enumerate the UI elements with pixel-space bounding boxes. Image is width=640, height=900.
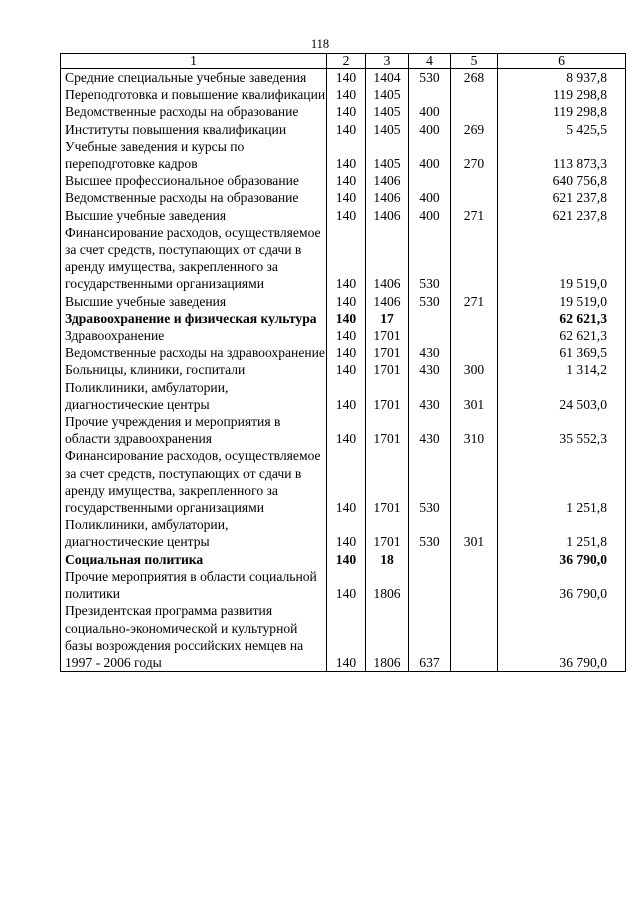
- row-code-col2: 140: [327, 447, 366, 516]
- row-code-col2: 140: [327, 379, 366, 413]
- row-amount: 36 790,0: [498, 568, 626, 602]
- row-code-col2: 140: [327, 602, 366, 671]
- column-header-6: 6: [498, 54, 626, 69]
- row-amount: 36 790,0: [498, 551, 626, 568]
- row-code-col3: 1701: [366, 361, 409, 378]
- row-amount: 19 519,0: [498, 224, 626, 293]
- table-row: [61, 361, 626, 378]
- table-row: [61, 516, 626, 550]
- row-code-col4: [409, 172, 451, 189]
- page-number: 118: [310, 37, 330, 51]
- row-amount: 62 621,3: [498, 327, 626, 344]
- row-code-col3: 1406: [366, 293, 409, 310]
- row-code-col2: 140: [327, 224, 366, 293]
- row-name: Социальная политика: [61, 551, 327, 568]
- row-name: Больницы, клиники, госпитали: [61, 361, 327, 378]
- column-header-3: 3: [366, 54, 409, 69]
- table-row: [61, 121, 626, 138]
- row-code-col4: 530: [409, 69, 451, 87]
- row-code-col3: 1406: [366, 207, 409, 224]
- table-row: [61, 344, 626, 361]
- row-code-col3: 1406: [366, 224, 409, 293]
- row-amount: 61 369,5: [498, 344, 626, 361]
- row-code-col2: 140: [327, 327, 366, 344]
- row-amount: 1 251,8: [498, 516, 626, 550]
- row-code-col2: 140: [327, 189, 366, 206]
- row-code-col3: 1405: [366, 138, 409, 172]
- row-amount: 8 937,8: [498, 69, 626, 87]
- row-amount: 19 519,0: [498, 293, 626, 310]
- table-row: [61, 379, 626, 413]
- row-code-col3: 1405: [366, 103, 409, 120]
- row-code-col2: 140: [327, 361, 366, 378]
- row-amount: 1 314,2: [498, 361, 626, 378]
- row-code-col4: 430: [409, 413, 451, 447]
- table-row: [61, 568, 626, 602]
- row-code-col5: [451, 447, 498, 516]
- row-code-col5: [451, 602, 498, 671]
- table-row: [61, 86, 626, 103]
- column-header-4: 4: [409, 54, 451, 69]
- row-name: Поликлиники, амбулатории, диагностические центры: [61, 516, 327, 550]
- row-code-col3: 17: [366, 310, 409, 327]
- row-code-col4: 400: [409, 138, 451, 172]
- row-code-col5: [451, 224, 498, 293]
- row-name: Президентская программа развития социально-экономической и культурной базы возрождения российских немцев на 1997 - 2006 годы: [61, 602, 327, 671]
- row-code-col5: 300: [451, 361, 498, 378]
- table-row: [61, 447, 626, 516]
- row-code-col4: [409, 310, 451, 327]
- row-amount: 119 298,8: [498, 103, 626, 120]
- row-code-col5: [451, 551, 498, 568]
- row-code-col3: 1701: [366, 344, 409, 361]
- column-header-1: 1: [61, 54, 327, 69]
- row-code-col4: [409, 327, 451, 344]
- row-code-col2: 140: [327, 310, 366, 327]
- row-code-col2: 140: [327, 172, 366, 189]
- row-code-col2: 140: [327, 207, 366, 224]
- row-code-col5: 271: [451, 207, 498, 224]
- row-name: Высшее профессиональное образование: [61, 172, 327, 189]
- table-row: [61, 413, 626, 447]
- row-code-col5: [451, 86, 498, 103]
- row-code-col5: [451, 103, 498, 120]
- table-row: [61, 138, 626, 172]
- row-code-col5: 310: [451, 413, 498, 447]
- row-code-col4: 430: [409, 361, 451, 378]
- table-row: [61, 207, 626, 224]
- table-row: [61, 602, 626, 671]
- row-code-col5: 301: [451, 379, 498, 413]
- row-code-col2: 140: [327, 551, 366, 568]
- row-code-col4: 430: [409, 344, 451, 361]
- row-name: Здравоохранение: [61, 327, 327, 344]
- row-code-col3: 1701: [366, 413, 409, 447]
- row-code-col2: 140: [327, 69, 366, 87]
- row-code-col3: 1701: [366, 516, 409, 550]
- row-code-col3: 1405: [366, 86, 409, 103]
- row-code-col2: 140: [327, 516, 366, 550]
- row-code-col2: 140: [327, 344, 366, 361]
- row-code-col4: 530: [409, 516, 451, 550]
- row-code-col5: [451, 568, 498, 602]
- row-amount: 621 237,8: [498, 189, 626, 206]
- row-code-col2: 140: [327, 121, 366, 138]
- row-code-col4: 400: [409, 189, 451, 206]
- column-header-5: 5: [451, 54, 498, 69]
- row-code-col4: 400: [409, 121, 451, 138]
- row-name: Поликлиники, амбулатории, диагностические центры: [61, 379, 327, 413]
- row-name: Высшие учебные заведения: [61, 293, 327, 310]
- row-code-col2: 140: [327, 103, 366, 120]
- row-code-col5: [451, 327, 498, 344]
- row-code-col5: 268: [451, 69, 498, 87]
- table-row: [61, 551, 626, 568]
- table-header-row: [61, 54, 626, 69]
- row-code-col3: 1406: [366, 189, 409, 206]
- row-code-col4: [409, 551, 451, 568]
- row-code-col3: 1806: [366, 568, 409, 602]
- row-amount: 36 790,0: [498, 602, 626, 671]
- table-row: [61, 327, 626, 344]
- row-code-col5: 269: [451, 121, 498, 138]
- row-code-col3: 1701: [366, 327, 409, 344]
- row-name: Прочие мероприятия в области социальной политики: [61, 568, 327, 602]
- row-code-col5: [451, 189, 498, 206]
- row-amount: 113 873,3: [498, 138, 626, 172]
- row-amount: 62 621,3: [498, 310, 626, 327]
- table-body: [61, 69, 626, 672]
- row-name: Учебные заведения и курсы по переподготовке кадров: [61, 138, 327, 172]
- row-code-col3: 1701: [366, 447, 409, 516]
- table-row: [61, 293, 626, 310]
- row-name: Ведомственные расходы на образование: [61, 189, 327, 206]
- row-code-col3: 1406: [366, 172, 409, 189]
- table-row: [61, 172, 626, 189]
- row-amount: 621 237,8: [498, 207, 626, 224]
- row-code-col3: 1806: [366, 602, 409, 671]
- row-code-col5: 271: [451, 293, 498, 310]
- column-header-2: 2: [327, 54, 366, 69]
- row-code-col2: 140: [327, 138, 366, 172]
- row-code-col4: 530: [409, 447, 451, 516]
- row-code-col4: [409, 568, 451, 602]
- row-amount: 119 298,8: [498, 86, 626, 103]
- row-amount: 640 756,8: [498, 172, 626, 189]
- row-code-col5: [451, 344, 498, 361]
- row-code-col5: [451, 172, 498, 189]
- row-amount: 5 425,5: [498, 121, 626, 138]
- row-code-col4: 637: [409, 602, 451, 671]
- row-code-col4: [409, 86, 451, 103]
- row-name: Прочие учреждения и мероприятия в области здравоохранения: [61, 413, 327, 447]
- row-name: Институты повышения квалификации: [61, 121, 327, 138]
- row-code-col2: 140: [327, 86, 366, 103]
- row-code-col2: 140: [327, 293, 366, 310]
- row-code-col3: 1405: [366, 121, 409, 138]
- row-name: Финансирование расходов, осуществляемое за счет средств, поступающих от сдачи в аренду имущества, закрепленного за государственными организациями: [61, 447, 327, 516]
- row-code-col4: 530: [409, 224, 451, 293]
- row-name: Здравоохранение и физическая культура: [61, 310, 327, 327]
- row-code-col4: 530: [409, 293, 451, 310]
- table-row: [61, 103, 626, 120]
- table-row: [61, 224, 626, 293]
- table-row: [61, 189, 626, 206]
- row-code-col3: 1701: [366, 379, 409, 413]
- row-code-col3: 1404: [366, 69, 409, 87]
- row-name: Ведомственные расходы на образование: [61, 103, 327, 120]
- row-code-col2: 140: [327, 413, 366, 447]
- row-name: Средние специальные учебные заведения: [61, 69, 327, 87]
- table-row: [61, 310, 626, 327]
- row-name: Ведомственные расходы на здравоохранение: [61, 344, 327, 361]
- row-name: Высшие учебные заведения: [61, 207, 327, 224]
- row-name: Переподготовка и повышение квалификации: [61, 86, 327, 103]
- row-amount: 1 251,8: [498, 447, 626, 516]
- budget-table: [60, 53, 626, 672]
- row-code-col4: 400: [409, 207, 451, 224]
- row-code-col4: 400: [409, 103, 451, 120]
- row-code-col5: 270: [451, 138, 498, 172]
- row-code-col5: [451, 310, 498, 327]
- row-amount: 24 503,0: [498, 379, 626, 413]
- row-code-col4: 430: [409, 379, 451, 413]
- row-name: Финансирование расходов, осуществляемое за счет средств, поступающих от сдачи в аренду имущества, закрепленного за государственными организациями: [61, 224, 327, 293]
- row-code-col2: 140: [327, 568, 366, 602]
- row-amount: 35 552,3: [498, 413, 626, 447]
- row-code-col5: 301: [451, 516, 498, 550]
- table-row: [61, 69, 626, 87]
- row-code-col3: 18: [366, 551, 409, 568]
